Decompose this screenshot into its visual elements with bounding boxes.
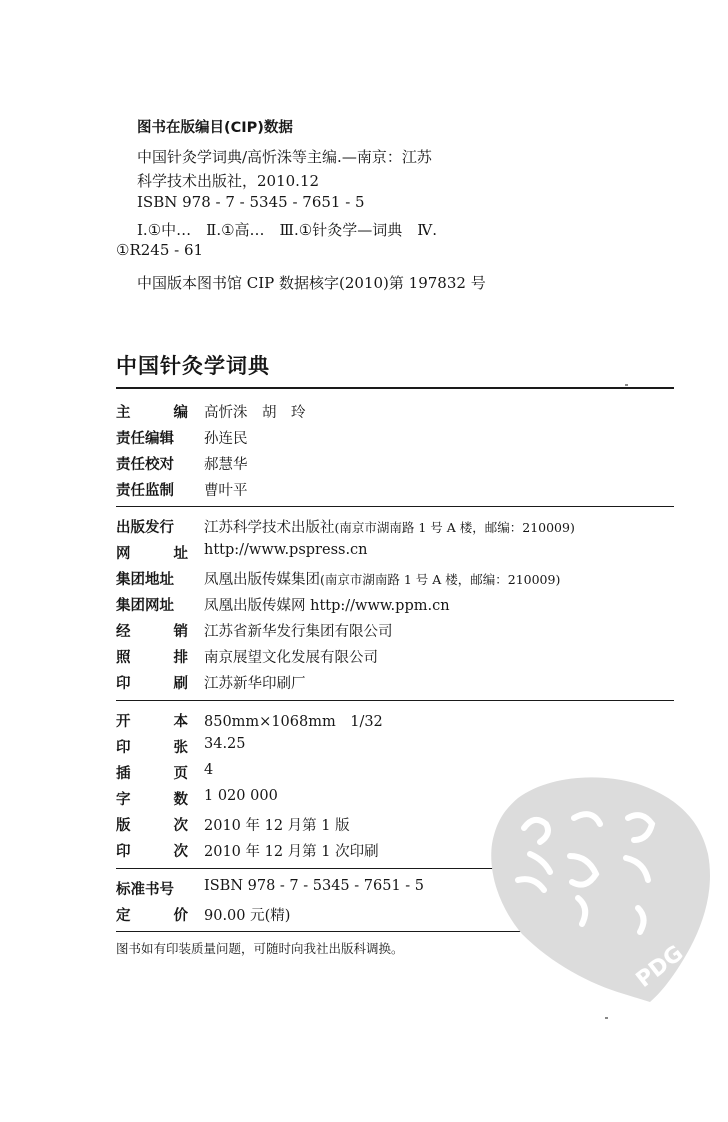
book-title: 中国针灸学词典 [116,354,270,378]
publisher-row [116,516,676,538]
row-label: 经 销 [116,624,188,640]
address-note: (南京市湖南路 1 号 A 楼，邮编：210009) [334,520,575,535]
cip-line: ①R245 - 61 [116,241,204,259]
row-label: 照 排 [116,650,188,666]
row-label: 责任编辑 [116,431,174,447]
staff-row-proofreader [116,453,676,475]
row-label: 字 数 [116,792,188,808]
row-value: 2010 年 12 月第 1 版 [204,818,350,834]
row-value: 江苏科学技术出版社(南京市湖南路 1 号 A 楼，邮编：210009) [204,520,575,536]
row-label: 版 次 [116,818,188,834]
address-note: (南京市湖南路 1 号 A 楼，邮编：210009) [320,572,561,587]
print-speck [605,1017,608,1019]
row-value: 曹叶平 [204,483,248,499]
row-label: 集团网址 [116,598,174,614]
row-value: 2010 年 12 月第 1 次印刷 [204,844,379,860]
row-label: 印 次 [116,844,188,860]
publisher-row [116,594,676,616]
row-label: 标准书号 [116,882,174,898]
row-value: 南京展望文化发展有限公司 [204,650,378,666]
row-value: 1 020 000 [204,788,278,804]
title-rule [116,387,674,389]
row-label: 集团地址 [116,572,174,588]
row-value: 850mm×1068mm 1/32 [204,714,383,730]
row-label: 责任监制 [116,483,174,499]
staff-row-responsible-editor [116,427,676,449]
price-value: 90.00 元(精) [204,908,291,924]
publisher-row [116,568,676,590]
cip-line: 中国针灸学词典/高忻洙等主编.—南京：江苏 [137,148,432,166]
spec-row [116,710,676,732]
row-label: 印 张 [116,740,188,756]
pdg-seal-watermark [478,758,718,1008]
publisher-row [116,620,676,642]
row-value: http://www.pspress.cn [204,542,368,558]
row-label: 印 刷 [116,676,188,692]
row-value: 34.25 [204,736,246,752]
row-label: 主 编 [116,405,188,421]
staff-row-supervisor [116,479,676,501]
spec-row [116,736,676,758]
row-label: 责任校对 [116,457,174,473]
publisher-row [116,672,676,694]
section-rule [116,506,674,507]
row-value: 郝慧华 [204,457,248,473]
cip-line: 中国版本图书馆 CIP 数据核字(2010)第 197832 号 [137,274,486,292]
pdg-watermark-text: PDG [631,940,689,993]
row-label: 开 本 [116,714,188,730]
section-rule [116,700,674,701]
cip-heading: 图书在版编目(CIP)数据 [137,120,293,136]
publisher-row [116,542,676,564]
row-value: 凤凰出版传媒网 http://www.ppm.cn [204,598,450,614]
print-speck [625,384,628,386]
cip-line: 科学技术出版社，2010.12 [137,172,320,190]
row-label: 网 址 [116,546,188,562]
cip-line: Ⅰ.①中… Ⅱ.①高… Ⅲ.①针灸学—词典 Ⅳ. [137,221,437,239]
row-value: 孙连民 [204,431,248,447]
row-label: 定 价 [116,908,188,924]
cip-line: ISBN 978 - 7 - 5345 - 7651 - 5 [137,193,365,211]
row-value: 4 [204,762,214,778]
row-value: 凤凰出版传媒集团(南京市湖南路 1 号 A 楼，邮编：210009) [204,572,561,588]
staff-row-editor [116,401,676,423]
quality-notice: 图书如有印装质量问题，可随时向我社出版科调换。 [116,941,404,956]
row-value: 江苏省新华发行集团有限公司 [204,624,393,640]
row-label: 出版发行 [116,520,174,536]
row-value: 江苏新华印刷厂 [204,676,306,692]
row-value: 高忻洙 胡 玲 [204,405,306,421]
publisher-row [116,646,676,668]
isbn-value: ISBN 978 - 7 - 5345 - 7651 - 5 [204,878,425,894]
row-label: 插 页 [116,766,188,782]
